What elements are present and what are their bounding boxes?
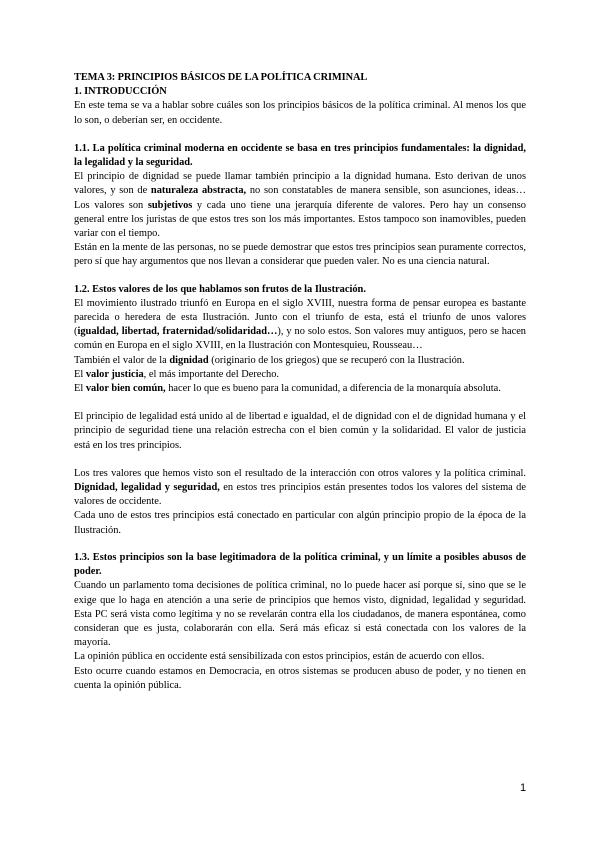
text-run: El movimiento ilustrado triunfó en Europa en el siglo XVIII, nuestra forma de pensar europea es bastante parecida o heredera de esta Ilustración. Junto con el triunfo de esta, está el triunfo de unos valores ( (74, 297, 526, 338)
bold-term: dignidad (169, 354, 209, 366)
text-run: y cada uno tiene una jerarquía diferente de valores. Pero hay un consenso general entre los juristas de que estos tres son los más importantes. Estos tampoco son inamovibles, pueden variar con el tiempo. (74, 199, 527, 240)
section-1-2-paragraph-5: El principio de legalidad está unido al de libertad e igualdad, el de dignidad con el de dignidad humana y el principio de seguridad tiene una relación estrecha con el bien común y la solidaridad. El valor de justicia está en los tres principios. (74, 411, 526, 451)
text-run: hacer lo que es bueno para la comunidad, a diferencia de la monarquía absoluta. (165, 383, 501, 395)
text-run: (originario de los griegos) que se recuperó con la Ilustración. (208, 354, 465, 366)
text-run: en estos tres principios están presentes todos los valores del sistema de valores de occidente. (74, 482, 526, 508)
section-1-3-paragraph-1: Cuando un parlamento toma decisiones de política criminal, no lo puede hacer así porque sí, sino que se le exige que lo haga en atención a una serie de principios que hemos visto, dignidad, legalidad y seguridad. Esta PC será vista como legítima y no se revelarán contra ella los ciudadanos, de manera espontánea, como consideran que es justa, colaborarán con ella. Será más eficaz si está conectada con los valores de la mayoría. (74, 580, 526, 649)
section-1-1-paragraph-1 (74, 170, 526, 241)
text-run: El (74, 368, 86, 380)
section-1-1-heading: 1.1. La política criminal moderna en occidente se basa en tres principios fundamentales: la dignidad, la legalidad y la seguridad. (74, 142, 526, 169)
intro-heading: 1. INTRODUCCIÓN (74, 86, 167, 98)
document-body (74, 71, 526, 693)
section-1-2-paragraph-4 (74, 382, 526, 396)
section-1-2-paragraph-6 (74, 467, 526, 510)
section-1-3-paragraph-3: Esto ocurre cuando estamos en Democracia, en otros sistemas se producen abuso de poder, y no tienen en cuenta la opinión pública. (74, 665, 526, 691)
bold-term: valor bien común, (85, 383, 166, 395)
bold-term: igualdad, libertad, fraternidad/solidaridad… (77, 326, 278, 338)
bold-term: subjetivos (147, 199, 193, 211)
text-run: El (74, 383, 86, 395)
text-run: , el más importante del Derecho. (143, 368, 279, 380)
section-1-2-paragraph-3 (74, 368, 526, 382)
section-1-1-paragraph-2: Están en la mente de las personas, no se puede demostrar que estos tres principios sean puramente correctos, pero sí que hay argumentos que nos llevan a considerar que pueden valer. No es una ciencia natural. (74, 242, 526, 268)
bold-term: valor justicia (85, 368, 144, 380)
bold-term: naturaleza abstracta, (150, 185, 247, 197)
intro-paragraph: En este tema se va a hablar sobre cuáles son los principios básicos de la política criminal. Al menos los que lo son, o deberían ser, en occidente. (74, 100, 526, 126)
text-run: no son constatables de manera sensible, son asunciones, ideas… Los valores son (74, 185, 527, 211)
page-number: 1 (520, 782, 527, 794)
section-1-2-paragraph-1 (74, 297, 526, 354)
text-run: Los tres valores que hemos visto son el resultado de la interacción con otros valores y la política criminal. (74, 467, 526, 479)
text-run: También el valor de la (74, 354, 170, 366)
section-1-2-heading: 1.2. Estos valores de los que hablamos son frutos de la Ilustración. (74, 283, 366, 295)
section-1-3-heading: 1.3. Estos principios son la base legitimadora de la política criminal, y un límite a posibles abusos de poder. (74, 551, 526, 578)
section-1-3-paragraph-2: La opinión pública en occidente está sensibilizada con estos principios, están de acuerdo con ellos. (74, 651, 485, 663)
section-1-2-paragraph-7: Cada uno de estos tres principios está conectado en particular con algún principio propio de la época de la Ilustración. (74, 510, 526, 536)
section-1-2-paragraph-2 (74, 354, 526, 368)
document-title: TEMA 3: PRINCIPIOS BÁSICOS DE LA POLÍTICA CRIMINAL (74, 72, 368, 83)
bold-term: Dignidad, legalidad y seguridad, (74, 482, 220, 494)
text-run: El principio de dignidad se puede llamar también principio a la dignidad humana. Esto derivan de unos valores, y son de (74, 171, 526, 197)
text-run: ), y no solo estos. Son valores muy antiguos, pero se hacen común en Europa en el siglo XVIII, en la Ilustración con Montesquieu, Rousseau… (74, 326, 527, 352)
